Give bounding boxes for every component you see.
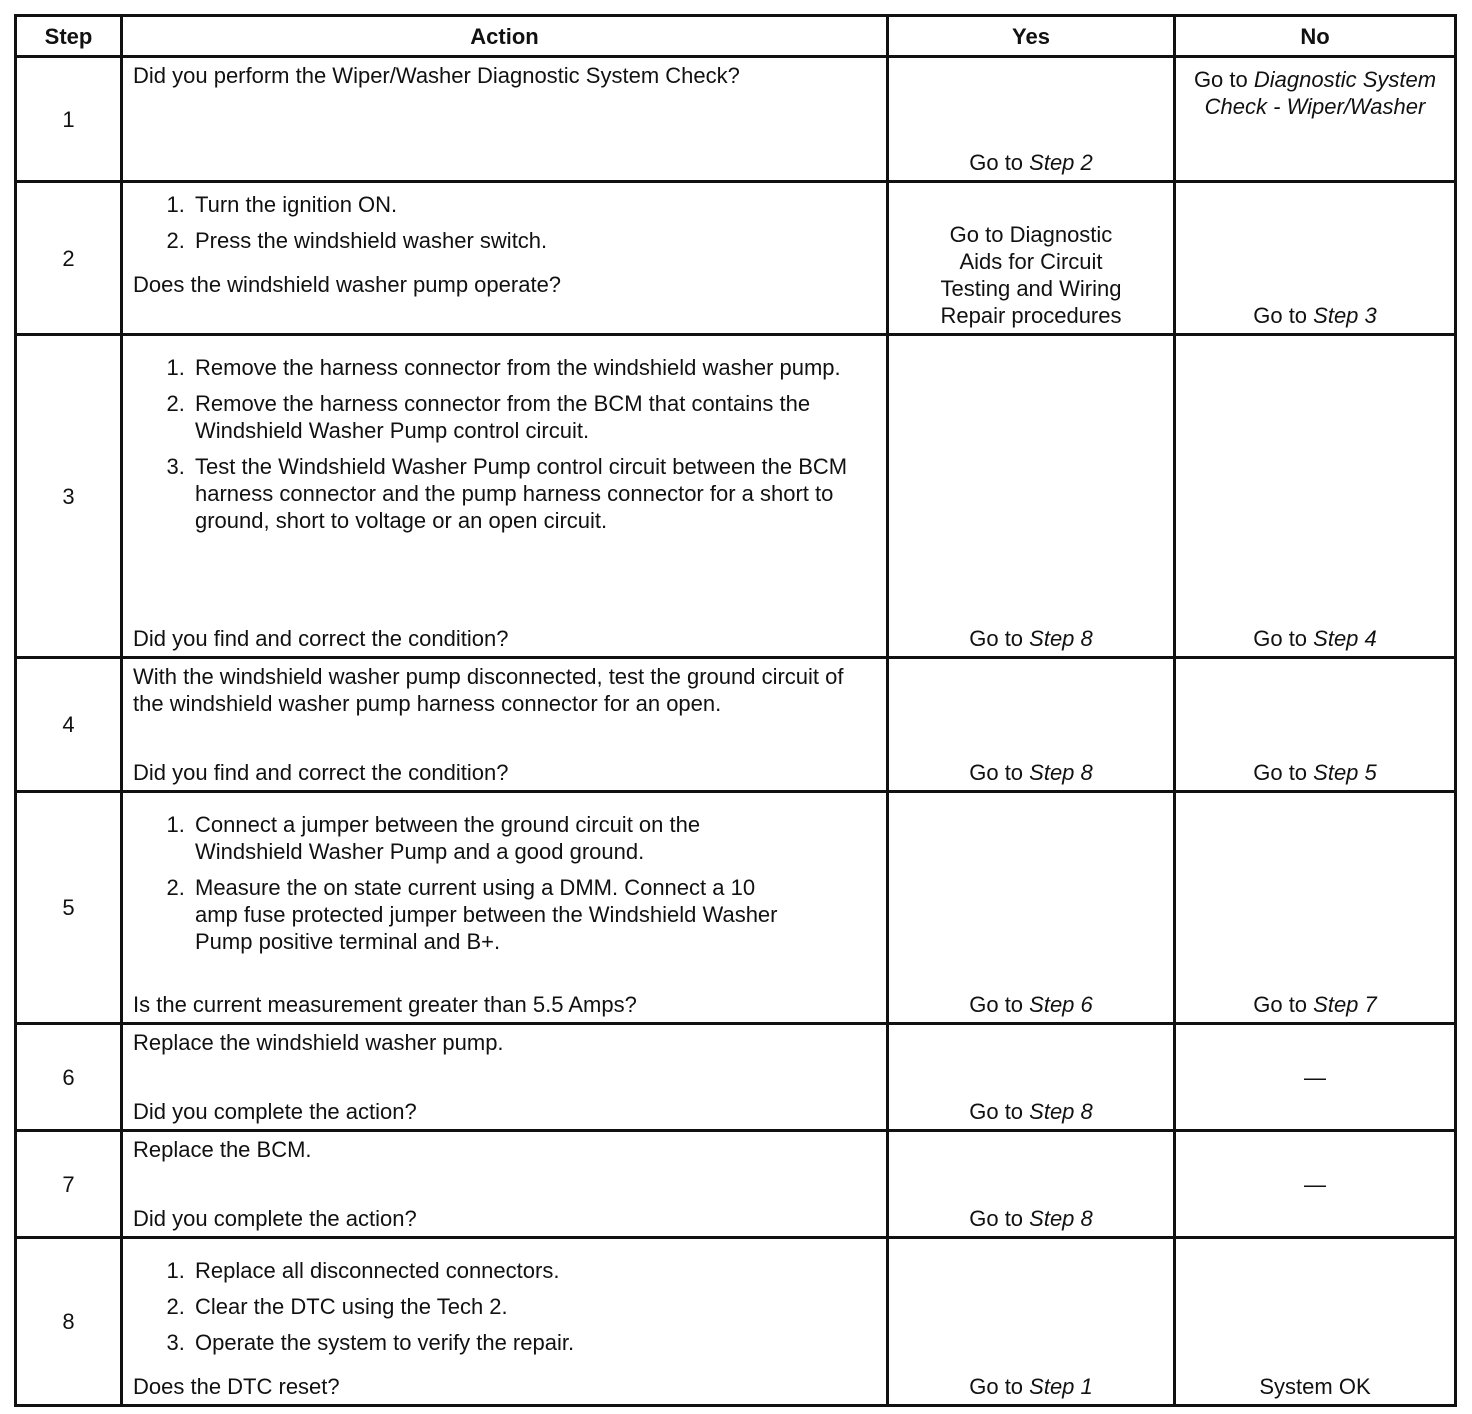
no-text xyxy=(1253,759,1377,786)
no-cell xyxy=(1175,57,1456,182)
step-number: 1 xyxy=(16,57,122,182)
no-text xyxy=(1253,625,1377,652)
yes-prefix: Go to xyxy=(969,1206,1030,1231)
yes-text xyxy=(969,149,1093,176)
no-text xyxy=(1253,991,1377,1018)
yes-cell xyxy=(888,792,1175,1024)
list-item: 3. Test the Windshield Washer Pump control circuit between the BCM harness connector and the pump harness connector for a short to ground, short to voltage or an open circuit. xyxy=(191,453,876,534)
step-number: 5 xyxy=(16,792,122,1024)
action-question: Is the current measurement greater than 5.5 Amps? xyxy=(133,992,637,1017)
yes-text xyxy=(969,759,1093,786)
no-prefix: Go to xyxy=(1253,760,1314,785)
yes-cell xyxy=(888,1238,1175,1406)
yes-prefix: Go to xyxy=(969,626,1030,651)
no-prefix: Go to xyxy=(1253,626,1314,651)
yes-step-ref: Step 2 xyxy=(1029,150,1093,175)
yes-text xyxy=(969,1205,1093,1232)
header-step: Step xyxy=(16,16,122,57)
no-cell xyxy=(1175,658,1456,792)
table-row xyxy=(16,182,1456,335)
action-cell xyxy=(122,1024,888,1131)
header-action: Action xyxy=(122,16,888,57)
yes-step-ref: Step 6 xyxy=(1029,992,1093,1017)
yes-cell xyxy=(888,1131,1175,1238)
step-number: 6 xyxy=(16,1024,122,1131)
yes-prefix: Go to xyxy=(969,1374,1030,1399)
yes-cell xyxy=(888,57,1175,182)
table-row xyxy=(16,1024,1456,1131)
list-item: 1. Connect a jumper between the ground circuit on the Windshield Washer Pump and a good ground. xyxy=(191,811,786,865)
no-cell xyxy=(1175,1024,1456,1131)
step-number: 8 xyxy=(16,1238,122,1406)
action-cell xyxy=(122,335,888,658)
no-cell xyxy=(1175,1131,1456,1238)
yes-prefix: Go to xyxy=(969,150,1030,175)
action-question: Does the windshield washer pump operate? xyxy=(133,272,562,297)
table-row xyxy=(16,335,1456,658)
action-text: Replace the BCM. xyxy=(133,1137,312,1162)
table-row xyxy=(16,1131,1456,1238)
action-cell xyxy=(122,182,888,335)
table-row xyxy=(16,1238,1456,1406)
step-number: 7 xyxy=(16,1131,122,1238)
no-step-ref: Step 4 xyxy=(1313,626,1377,651)
yes-prefix: Go to xyxy=(969,760,1030,785)
no-step-ref: Diagnostic System Check - Wiper/Washer xyxy=(1204,67,1437,119)
action-text: With the windshield washer pump disconnected, test the ground circuit of the windshield washer pump harness connector for an open. xyxy=(133,664,844,716)
diagnostic-table-page xyxy=(14,14,1454,1399)
diagnostic-table xyxy=(14,14,1457,1407)
no-cell xyxy=(1175,335,1456,658)
list-item: 1. Remove the harness connector from the windshield washer pump. xyxy=(191,354,876,381)
no-step-ref: Step 7 xyxy=(1313,992,1377,1017)
action-list xyxy=(133,811,876,964)
no-text xyxy=(1186,66,1444,120)
yes-text xyxy=(969,1373,1093,1400)
no-cell xyxy=(1175,792,1456,1024)
header-row xyxy=(16,16,1456,57)
yes-cell xyxy=(888,335,1175,658)
no-step-ref: Step 3 xyxy=(1313,303,1377,328)
yes-text: Go to Diagnostic Aids for Circuit Testing and Wiring Repair procedures xyxy=(940,222,1122,328)
step-number: 2 xyxy=(16,182,122,335)
yes-step-ref: Step 1 xyxy=(1029,1374,1093,1399)
action-question: Did you complete the action? xyxy=(133,1099,417,1124)
list-item: 1. Replace all disconnected connectors. xyxy=(191,1257,876,1284)
action-question: Did you find and correct the condition? xyxy=(133,760,509,785)
action-question: Did you complete the action? xyxy=(133,1206,417,1231)
yes-cell xyxy=(888,1024,1175,1131)
header-yes: Yes xyxy=(888,16,1175,57)
list-item: 2. Clear the DTC using the Tech 2. xyxy=(191,1293,876,1320)
action-cell xyxy=(122,1131,888,1238)
list-item: 2. Press the windshield washer switch. xyxy=(191,227,876,254)
action-question: Does the DTC reset? xyxy=(133,1374,340,1399)
action-cell xyxy=(122,57,888,182)
list-item: 3. Operate the system to verify the repair. xyxy=(191,1329,876,1356)
no-text: — xyxy=(1304,1171,1326,1197)
step-number: 3 xyxy=(16,335,122,658)
no-prefix: Go to xyxy=(1193,67,1254,92)
yes-step-ref: Step 8 xyxy=(1029,760,1093,785)
action-text: Did you perform the Wiper/Washer Diagnostic System Check? xyxy=(133,63,740,88)
table-row xyxy=(16,57,1456,182)
action-cell xyxy=(122,658,888,792)
yes-prefix: Go to xyxy=(969,1099,1030,1124)
yes-text xyxy=(969,625,1093,652)
no-text: — xyxy=(1304,1064,1326,1090)
yes-text xyxy=(969,991,1093,1018)
yes-step-ref: Step 8 xyxy=(1029,1099,1093,1124)
yes-cell xyxy=(888,182,1175,335)
no-prefix: Go to xyxy=(1253,992,1314,1017)
no-text xyxy=(1253,302,1377,329)
list-item: 2. Measure the on state current using a DMM. Connect a 10 amp fuse protected jumper between the Windshield Washer Pump positive terminal and B+. xyxy=(191,874,786,955)
yes-cell xyxy=(888,658,1175,792)
no-prefix: Go to xyxy=(1253,303,1314,328)
yes-step-ref: Step 8 xyxy=(1029,1206,1093,1231)
table-row xyxy=(16,658,1456,792)
yes-prefix: Go to xyxy=(969,992,1030,1017)
action-list xyxy=(133,1257,876,1365)
step-number: 4 xyxy=(16,658,122,792)
no-cell xyxy=(1175,1238,1456,1406)
yes-step-ref: Step 8 xyxy=(1029,626,1093,651)
header-no: No xyxy=(1175,16,1456,57)
table-row xyxy=(16,792,1456,1024)
action-list xyxy=(133,191,876,263)
no-step-ref: Step 5 xyxy=(1313,760,1377,785)
action-text: Replace the windshield washer pump. xyxy=(133,1030,504,1055)
list-item: 1. Turn the ignition ON. xyxy=(191,191,876,218)
action-question: Did you find and correct the condition? xyxy=(133,626,509,651)
yes-text xyxy=(969,1098,1093,1125)
list-item: 2. Remove the harness connector from the BCM that contains the Windshield Washer Pump control circuit. xyxy=(191,390,876,444)
action-list xyxy=(133,354,876,543)
action-cell xyxy=(122,1238,888,1406)
no-cell xyxy=(1175,182,1456,335)
no-text: System OK xyxy=(1259,1374,1371,1399)
action-cell xyxy=(122,792,888,1024)
